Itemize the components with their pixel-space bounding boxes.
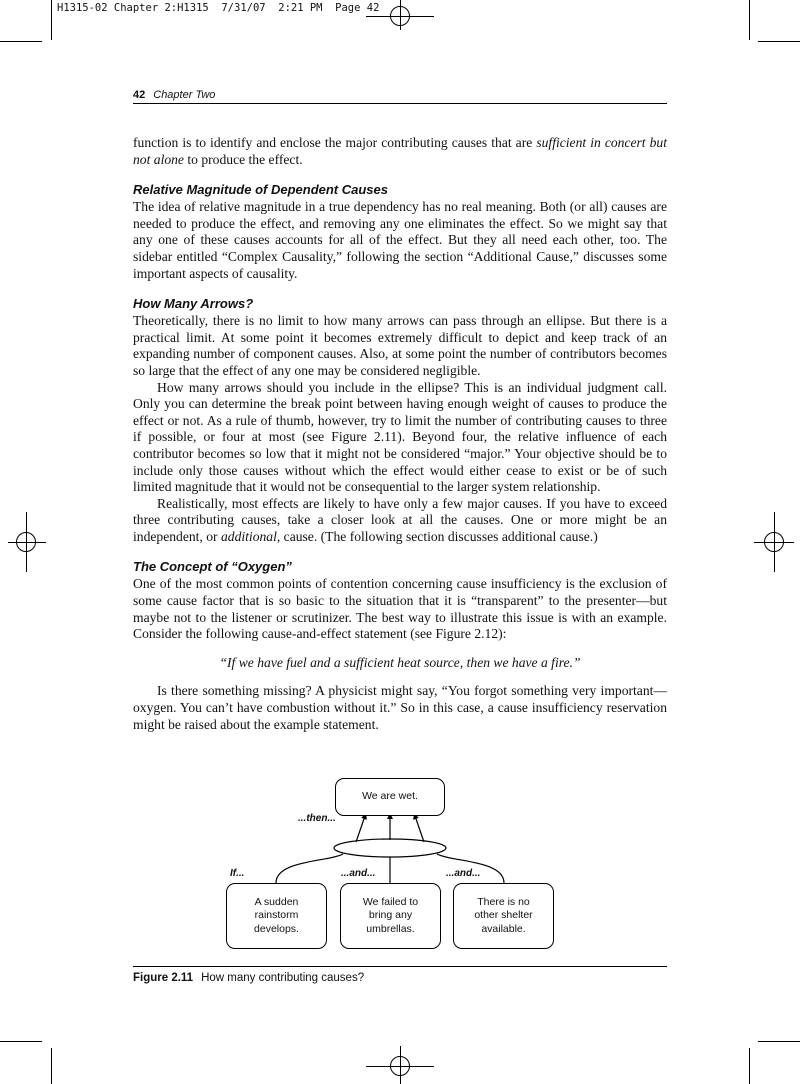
page-number: 42	[133, 89, 146, 101]
running-header	[133, 89, 667, 104]
crop-mark	[758, 41, 800, 42]
paragraph: Realistically, most effects are likely to have only a few major causes. If you have to exceed three contributing causes, take a closer look at all the causes. One or more might be an independent, or additional, cause. (The following section discusses additional cause.)	[133, 495, 667, 544]
paragraph: One of the most common points of contention concerning cause insufficiency is the exclusion of some cause factor that is so basic to the situation that it is “transparent” to the presenter—but maybe not to the listener or scrutinizer. The best way to illustrate this issue is with an example. Consider the following cause-and-effect statement (see Figure 2.12):	[133, 576, 667, 642]
arrow	[415, 816, 424, 842]
effect-box: We are wet.	[335, 778, 445, 816]
registration-mark-icon	[400, 1046, 401, 1084]
then-label: ...then...	[298, 813, 336, 824]
caption-text: How many contributing causes?	[201, 972, 365, 984]
section-heading: How Many Arrows?	[133, 296, 254, 312]
crop-mark	[0, 1041, 42, 1042]
and-label: ...and...	[446, 868, 481, 879]
paragraph: function is to identify and enclose the major contributing causes that are sufficient in concert but not alone to produce the effect.	[133, 135, 667, 167]
paragraph: How many arrows should you include in the ellipse? This is an individual judgment call. Only you can determine the break point between having enough weight of causes to produce the effect or not. As a rule of thumb, however, try to limit the number of contributing causes to three if possible, or four at most (see Figure 2.11). Beyond four, the relative influence of each contributor becomes so low that it might not be considered “major.” Your objective should be to include only those causes without which the effect would either cease to exist or be of such limited magnitude that it would not be consequential to the larger system relationship.	[133, 379, 667, 495]
figure-diagram	[133, 770, 667, 960]
sufficiency-ellipse	[334, 839, 446, 857]
crop-mark	[51, 1048, 52, 1084]
section-heading: The Concept of “Oxygen”	[133, 559, 292, 575]
example-quote: “If we have fuel and a sufficient heat source, then we have a fire.”	[219, 654, 581, 670]
crop-mark	[0, 41, 42, 42]
chapter-title: Chapter Two	[153, 89, 216, 101]
paragraph: Theoretically, there is no limit to how many arrows can pass through an ellipse. But there is a practical limit. At some point it becomes extremely difficult to depict and keep track of an expanding number of component causes. Also, at some point the number of contributors becomes so large that the effect of any one may be considered negligible.	[133, 313, 667, 378]
cause-box: A sudden rainstorm develops.	[226, 883, 327, 949]
connector-line	[276, 854, 343, 883]
crop-mark	[749, 0, 750, 40]
cause-box: There is no other shelter available.	[453, 883, 554, 949]
body-text	[133, 135, 667, 733]
crop-mark	[758, 1041, 800, 1042]
figure-number: Figure 2.11	[133, 972, 194, 984]
figure-caption	[133, 966, 667, 984]
crop-mark	[749, 1048, 750, 1084]
registration-mark-icon	[8, 542, 46, 543]
paragraph: The idea of relative magnitude in a true dependency has no real meaning. Both (or all) causes are needed to produce the effect, and removing any one eliminates the effect. So we might say that any one of these causes accounts for all of the effect. But they all need each other, too. The sidebar entitled “Complex Causality,” following the section “Additional Cause,” discusses some important aspects of causality.	[133, 199, 667, 281]
registration-mark-icon	[774, 512, 775, 572]
section-heading: Relative Magnitude of Dependent Causes	[133, 182, 388, 198]
and-label: ...and...	[341, 868, 376, 879]
crop-mark	[51, 0, 52, 40]
paragraph: Is there something missing? A physicist might say, “You forgot something very important—oxygen. You can’t have combustion without it.” So in this case, a cause insufficiency reservation might be raised about the example statement.	[133, 683, 667, 732]
print-slug: H1315-02 Chapter 2:H1315 7/31/07 2:21 PM Page 42	[57, 2, 380, 14]
registration-mark-icon	[400, 0, 401, 30]
arrow	[356, 816, 365, 842]
registration-mark-icon	[26, 512, 27, 572]
cause-box: We failed to bring any umbrellas.	[340, 883, 441, 949]
if-label: If...	[230, 868, 245, 879]
